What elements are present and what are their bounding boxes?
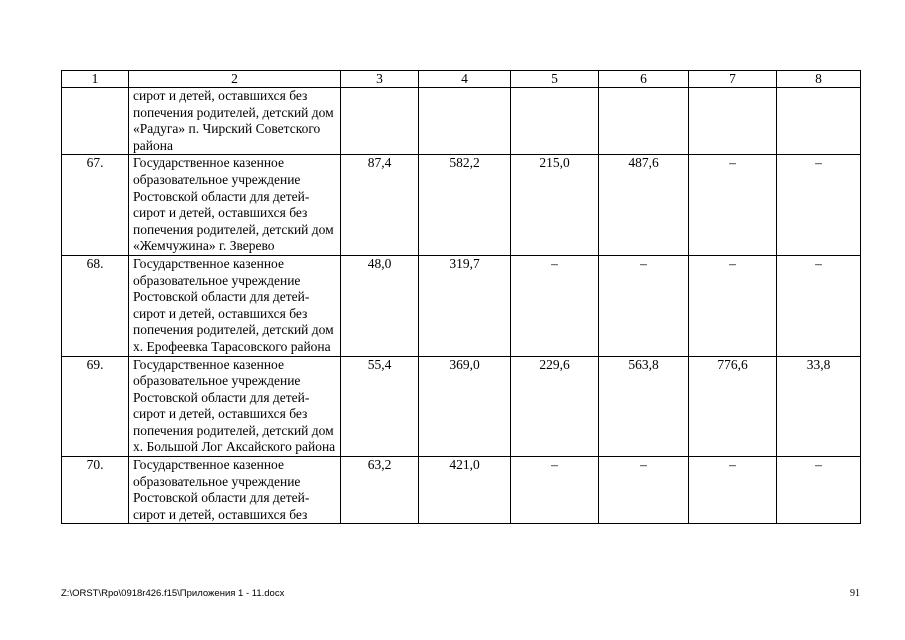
value-cell: – bbox=[511, 255, 599, 356]
value-cell: – bbox=[689, 155, 777, 256]
value-cell: – bbox=[777, 155, 861, 256]
value-cell: – bbox=[689, 255, 777, 356]
institution-name-cell: Государственное казенное образовательное учреждение Ростовской области для детей-сирот и детей, оставшихся без bbox=[129, 457, 341, 524]
institution-name-cell: Государственное казенное образовательное учреждение Ростовской области для детей-сирот и детей, оставшихся без попечения родителей, детский дом х. Ерофеевка Тарасовского района bbox=[129, 255, 341, 356]
value-cell bbox=[689, 88, 777, 155]
value-cell: 87,4 bbox=[341, 155, 419, 256]
value-cell: 582,2 bbox=[419, 155, 511, 256]
column-header: 1 bbox=[62, 71, 129, 88]
column-header: 5 bbox=[511, 71, 599, 88]
footer-file-path: Z:\ORST\Rpo\0918r426.f15\Приложения 1 - 11.docx bbox=[61, 588, 285, 599]
value-cell: – bbox=[777, 255, 861, 356]
column-header: 3 bbox=[341, 71, 419, 88]
value-cell: 229,6 bbox=[511, 356, 599, 457]
column-header: 7 bbox=[689, 71, 777, 88]
value-cell: 48,0 bbox=[341, 255, 419, 356]
value-cell: 319,7 bbox=[419, 255, 511, 356]
value-cell: – bbox=[689, 457, 777, 524]
value-cell: – bbox=[511, 457, 599, 524]
value-cell: 421,0 bbox=[419, 457, 511, 524]
value-cell: – bbox=[599, 255, 689, 356]
data-table bbox=[61, 70, 861, 524]
value-cell: – bbox=[777, 457, 861, 524]
value-cell: 33,8 bbox=[777, 356, 861, 457]
table-row bbox=[62, 255, 861, 356]
value-cell bbox=[341, 88, 419, 155]
value-cell bbox=[511, 88, 599, 155]
value-cell: – bbox=[599, 457, 689, 524]
value-cell: 776,6 bbox=[689, 356, 777, 457]
row-number-cell: 67. bbox=[62, 155, 129, 256]
institution-name-cell: Государственное казенное образовательное учреждение Ростовской области для детей-сирот и детей, оставшихся без попечения родителей, детский дом х. Большой Лог Аксайского района bbox=[129, 356, 341, 457]
table-header-row bbox=[62, 71, 861, 88]
table-row bbox=[62, 457, 861, 524]
value-cell bbox=[599, 88, 689, 155]
value-cell: 63,2 bbox=[341, 457, 419, 524]
value-cell bbox=[419, 88, 511, 155]
column-header: 8 bbox=[777, 71, 861, 88]
row-number-cell bbox=[62, 88, 129, 155]
value-cell: 215,0 bbox=[511, 155, 599, 256]
value-cell bbox=[777, 88, 861, 155]
value-cell: 55,4 bbox=[341, 356, 419, 457]
value-cell: 563,8 bbox=[599, 356, 689, 457]
value-cell: 487,6 bbox=[599, 155, 689, 256]
page-number: 91 bbox=[850, 588, 860, 599]
value-cell: 369,0 bbox=[419, 356, 511, 457]
column-header: 4 bbox=[419, 71, 511, 88]
institution-name-cell: Государственное казенное образовательное учреждение Ростовской области для детей-сирот и детей, оставшихся без попечения родителей, детский дом «Жемчужина» г. Зверево bbox=[129, 155, 341, 256]
column-header: 6 bbox=[599, 71, 689, 88]
institution-name-cell: сирот и детей, оставшихся без попечения родителей, детский дом «Радуга» п. Чирский Советского района bbox=[129, 88, 341, 155]
table-row bbox=[62, 356, 861, 457]
row-number-cell: 68. bbox=[62, 255, 129, 356]
table-row bbox=[62, 155, 861, 256]
row-number-cell: 70. bbox=[62, 457, 129, 524]
table-row-continuation bbox=[62, 88, 861, 155]
row-number-cell: 69. bbox=[62, 356, 129, 457]
column-header: 2 bbox=[129, 71, 341, 88]
